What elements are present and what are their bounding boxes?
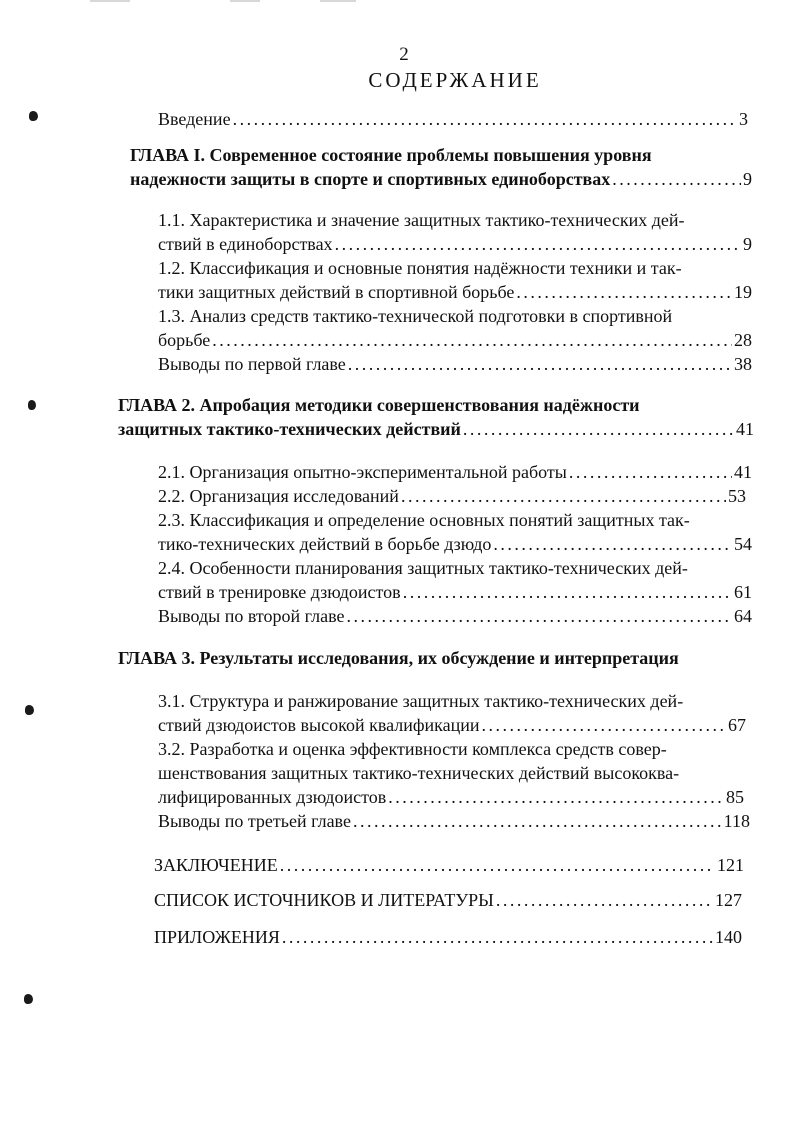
- toc-entry-section-1-3: [158, 328, 752, 352]
- toc-entry-appendices: [154, 925, 742, 949]
- toc-entry-section-2-1: [158, 460, 752, 484]
- section-3-2-line1: 3.2. Разработка и оценка эффективности комплекса средств совер-: [158, 739, 667, 759]
- scan-artifact: [230, 0, 260, 2]
- section-1-3-line1: 1.3. Анализ средств тактико-технической подготовки в спортивной: [158, 306, 673, 326]
- leader-dots: [493, 532, 732, 556]
- toc-entry-section-2-2: [158, 484, 746, 508]
- scan-artifact: [90, 0, 130, 2]
- toc-page-number: 9: [743, 234, 752, 254]
- toc-entry-title: Выводы по третьей главе: [158, 811, 351, 831]
- toc-entry-section-2-4: [158, 580, 752, 604]
- toc-page-number: 140: [715, 927, 742, 947]
- toc-entry-title: борьбе: [158, 330, 211, 350]
- toc-entry-intro: [158, 107, 748, 131]
- leader-dots: [516, 280, 732, 304]
- toc-page-number: 41: [734, 462, 752, 482]
- toc-entry-title: Введение: [158, 109, 231, 129]
- toc-page-number: 19: [734, 282, 752, 302]
- binder-hole-mark: [28, 400, 36, 410]
- toc-entry-section-1-1: [158, 232, 752, 256]
- leader-dots: [388, 785, 724, 809]
- toc-page-number: 121: [717, 855, 744, 875]
- binder-hole-mark: [29, 111, 38, 121]
- chapter1-title-line1: ГЛАВА I. Современное состояние проблемы повышения уровня: [130, 145, 652, 165]
- toc-page-number: 41: [736, 419, 754, 439]
- toc-entry-title: ПРИЛОЖЕНИЯ: [154, 927, 280, 947]
- leader-dots: [496, 888, 713, 912]
- leader-dots: [612, 167, 741, 191]
- leader-dots: [569, 460, 732, 484]
- toc-entry-section-3-2: [158, 785, 744, 809]
- section-2-3-line1: 2.3. Классификация и определение основных понятий защитных так-: [158, 510, 690, 530]
- leader-dots: [335, 232, 741, 256]
- chapter2-title-line1: ГЛАВА 2. Апробация методики совершенствования надёжности: [118, 395, 640, 415]
- binder-hole-mark: [24, 994, 33, 1004]
- toc-entry-title: ствий дзюдоистов высокой квалификации: [158, 715, 480, 735]
- toc-page-number: 3: [739, 109, 748, 129]
- toc-entry-sources: [154, 888, 742, 912]
- leader-dots: [353, 809, 722, 833]
- toc-entry-title: 2.1. Организация опытно-экспериментальной работы: [158, 462, 567, 482]
- toc-entry-title: тики защитных действий в спортивной борьбе: [158, 282, 515, 302]
- chapter3-title: ГЛАВА 3. Результаты исследования, их обсуждение и интерпретация: [118, 648, 679, 668]
- toc-page-number: 64: [734, 606, 752, 626]
- toc-entry-title: ствий в тренировке дзюдоистов: [158, 582, 401, 602]
- toc-entry-title: Выводы по первой главе: [158, 354, 346, 374]
- toc-entry-section-1-2: [158, 280, 752, 304]
- section-3-1-line1: 3.1. Структура и ранжирование защитных тактико-технических дей-: [158, 691, 684, 711]
- toc-entry-conclusion: [154, 853, 744, 877]
- toc-entry-chapter2: [118, 417, 754, 441]
- toc-page-number: 61: [734, 582, 752, 602]
- leader-dots: [401, 484, 726, 508]
- toc-entry-title: ЗАКЛЮЧЕНИЕ: [154, 855, 278, 875]
- toc-entry-chapter1: [130, 167, 752, 191]
- toc-page-number: 67: [728, 715, 746, 735]
- leader-dots: [212, 328, 732, 352]
- toc-entry-title: тико-технических действий в борьбе дзюдо: [158, 534, 492, 554]
- toc-entry-title: СПИСОК ИСТОЧНИКОВ И ЛИТЕРАТУРЫ: [154, 890, 494, 910]
- toc-page-number: 54: [734, 534, 752, 554]
- section-2-4-line1: 2.4. Особенности планирования защитных тактико-технических дей-: [158, 558, 688, 578]
- leader-dots: [280, 853, 715, 877]
- section-1-1-line1: 1.1. Характеристика и значение защитных тактико-технических дей-: [158, 210, 685, 230]
- toc-entry-title: ствий в единоборствах: [158, 234, 333, 254]
- toc-entry-conclusions-1: [158, 352, 752, 376]
- toc-page-number: 118: [723, 811, 750, 831]
- toc-entry-title: 2.2. Организация исследований: [158, 486, 399, 506]
- leader-dots: [403, 580, 732, 604]
- toc-entry-conclusions-3: [158, 809, 750, 833]
- scan-artifact: [320, 0, 356, 2]
- page-title: СОДЕРЖАНИЕ: [368, 68, 542, 92]
- binder-hole-mark: [25, 705, 34, 715]
- toc-entry-title: Выводы по второй главе: [158, 606, 345, 626]
- toc-entry-section-3-1: [158, 713, 746, 737]
- toc-entry-section-2-3: [158, 532, 752, 556]
- toc-entry-title: надежности защиты в спорте и спортивных единоборствах: [130, 169, 611, 189]
- toc-page-number: 127: [715, 890, 742, 910]
- leader-dots: [463, 417, 734, 441]
- leader-dots: [282, 925, 713, 949]
- toc-entry-conclusions-2: [158, 604, 752, 628]
- section-3-2-line2: шенствования защитных тактико-технических действий высококва-: [158, 763, 680, 783]
- leader-dots: [348, 352, 732, 376]
- leader-dots: [233, 107, 737, 131]
- toc-page-number: 53: [728, 486, 746, 506]
- leader-dots: [482, 713, 726, 737]
- toc-page-number: 9: [743, 169, 752, 189]
- toc-entry-title: защитных тактико-технических действий: [118, 419, 461, 439]
- page-number: 2: [399, 44, 409, 65]
- toc-page-number: 38: [734, 354, 752, 374]
- toc-page-number: 28: [734, 330, 752, 350]
- toc-page-number: 85: [726, 787, 744, 807]
- leader-dots: [346, 604, 732, 628]
- toc-entry-title: лифицированных дзюдоистов: [158, 787, 387, 807]
- section-1-2-line1: 1.2. Классификация и основные понятия надёжности техники и так-: [158, 258, 682, 278]
